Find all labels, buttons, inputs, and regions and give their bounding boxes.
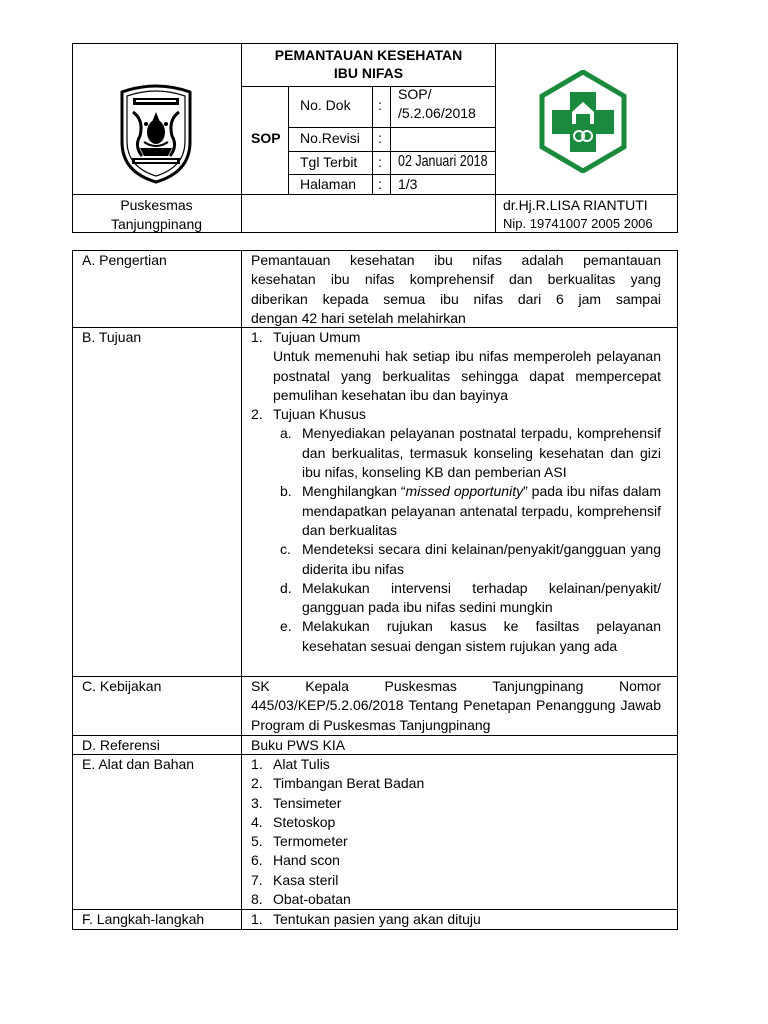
list-number: 8.	[251, 891, 263, 908]
no-dok-value-line2: /5.2.06/2018	[398, 105, 476, 121]
colon: :	[378, 97, 382, 113]
list-item-text: Alat Tulis	[273, 756, 330, 772]
tujuan-khusus-text: Melakukan intervensi terhadap kelainan/penyakit/ gangguan pada ibu nifas sedini mungkin	[302, 579, 661, 616]
tujuan-khusus-text: Melakukan rujukan kasus ke fasiltas pelayanan kesehatan sesuai dengan sistem rujukan yang ada	[302, 618, 661, 654]
tujuan-content	[251, 328, 661, 656]
list-number: 3.	[251, 794, 263, 811]
colon: :	[378, 130, 382, 146]
list-number: 1.	[251, 756, 263, 772]
list-item-text: Tensimeter	[273, 794, 342, 811]
no-dok-label: No. Dok	[300, 97, 351, 113]
list-letter: a.	[280, 425, 292, 442]
text-emphasis: missed opportunity	[405, 483, 524, 500]
list-item	[251, 755, 661, 774]
no-dok-value-line1: SOP/	[398, 86, 432, 102]
puskesmas-logo-icon	[538, 70, 628, 173]
list-item	[251, 813, 661, 832]
list-item-text: Obat-obatan	[273, 891, 351, 908]
signer-nip: Nip. 19741007 2005 2006	[503, 216, 653, 231]
list-number: 2.	[251, 775, 263, 792]
list-item-text: Stetoskop	[273, 813, 336, 830]
org-name-line1: Puskesmas	[120, 197, 193, 213]
section-label-referensi: D. Referensi	[82, 737, 160, 753]
list-item	[251, 890, 661, 909]
document-title-line1: PEMANTAUAN KESEHATAN	[274, 47, 463, 63]
list-letter: d.	[280, 579, 292, 596]
list-letter: b.	[280, 483, 292, 500]
tujuan-khusus-item	[280, 617, 661, 656]
list-number: 2.	[251, 406, 263, 423]
section-label-pengertian: A. Pengertian	[82, 252, 167, 268]
document-title-line2: IBU NIFAS	[333, 65, 404, 81]
tujuan-khusus-item	[280, 579, 661, 618]
pengertian-line: diberikan kepada semua ibu nifas dari 6 jam sampai	[251, 290, 661, 307]
tujuan-khusus-text: Mendeteksi secara dini kelainan/penyakit/gangguan yang diderita ibu nifas	[302, 541, 661, 577]
referensi-text: Buku PWS KIA	[251, 737, 346, 753]
langkah-list	[251, 910, 661, 929]
tujuan-umum-title: Tujuan Umum	[273, 329, 361, 345]
tujuan-khusus-text	[302, 482, 661, 540]
tujuan-khusus-title: Tujuan Khusus	[273, 406, 366, 423]
no-revisi-label: No.Revisi	[300, 130, 360, 146]
pengertian-line: kesehatan ibu nifas komprehensif dan berkualitas yang	[251, 271, 661, 288]
tgl-terbit-value: 02 Januari 2018	[398, 153, 488, 170]
section-label-kebijakan: C. Kebijakan	[82, 678, 162, 694]
pengertian-content	[251, 251, 661, 328]
list-item	[251, 871, 661, 890]
list-item-text: Timbangan Berat Badan	[273, 775, 425, 792]
list-letter: c.	[280, 541, 291, 558]
list-number: 5.	[251, 833, 263, 850]
pengertian-line: dengan 42 hari setelah melahirkan	[251, 309, 466, 326]
list-number: 1.	[251, 329, 263, 345]
list-item-text: Tentukan pasien yang akan dituju	[273, 911, 481, 927]
halaman-label: Halaman	[300, 176, 357, 192]
org-name-line2: Tanjungpinang	[110, 216, 203, 232]
section-label-langkah: F. Langkah-langkah	[82, 911, 205, 927]
list-letter: e.	[280, 618, 292, 635]
halaman-value: 1/3	[398, 176, 418, 192]
section-label-alat-bahan: E. Alat dan Bahan	[82, 756, 195, 772]
list-item	[251, 910, 661, 929]
list-number: 4.	[251, 813, 263, 830]
sop-header-table	[72, 43, 678, 233]
tujuan-khusus-item	[280, 424, 661, 482]
alat-bahan-list	[251, 755, 661, 909]
list-item	[251, 774, 661, 793]
tujuan-umum-text: Untuk memenuhi hak setiap ibu nifas memperoleh pelayanan postnatal yang berkualitas sehingga dapat mempercepat pemulihan kesehatan ibu dan bayinya	[273, 348, 661, 403]
tujuan-khusus-item	[280, 482, 661, 540]
section-label-tujuan: B. Tujuan	[82, 329, 142, 345]
kebijakan-text: SK Kepala Puskesmas Tanjungpinang Nomor 445/03/KEP/5.2.06/2018 Tentang Penetapan Penanggung Jawab Program di Puskesmas Tanjungpinang	[251, 678, 661, 733]
tgl-terbit-label: Tgl Terbit	[300, 154, 358, 170]
text-post: ” pada ibu nifas dalam mendapatkan pelayanan antenatal terpadu, komprehensif dan berkualitas	[302, 483, 661, 538]
tujuan-umum	[251, 328, 661, 405]
sop-content-table	[72, 250, 678, 930]
colon: :	[378, 154, 382, 170]
tujuan-khusus-item	[280, 540, 661, 579]
list-item-text: Kasa steril	[273, 871, 339, 888]
pengertian-line: Pemantauan kesehatan ibu nifas adalah pemantauan	[251, 252, 661, 268]
sop-label: SOP	[251, 130, 281, 146]
list-number: 7.	[251, 871, 263, 888]
list-item	[251, 851, 661, 870]
colon: :	[378, 176, 382, 192]
list-item	[251, 794, 661, 813]
list-number: 6.	[251, 852, 263, 869]
tujuan-khusus-text: Menyediakan pelayanan postnatal terpadu, komprehensif dan berkualitas, termasuk konseling kesehatan dan gizi ibu nifas, konseling KB dan pemberian ASI	[302, 425, 661, 481]
tujuan-khusus	[251, 405, 661, 424]
list-item	[251, 832, 661, 851]
list-item-text: Termometer	[273, 833, 348, 850]
list-item-text: Hand scon	[273, 852, 340, 869]
text-pre: Menghilangkan “	[302, 483, 406, 500]
signer-name: dr.Hj.R.LISA RIANTUTI	[503, 197, 648, 213]
list-number: 1.	[251, 911, 263, 927]
tanjungpinang-emblem-icon	[116, 84, 196, 184]
